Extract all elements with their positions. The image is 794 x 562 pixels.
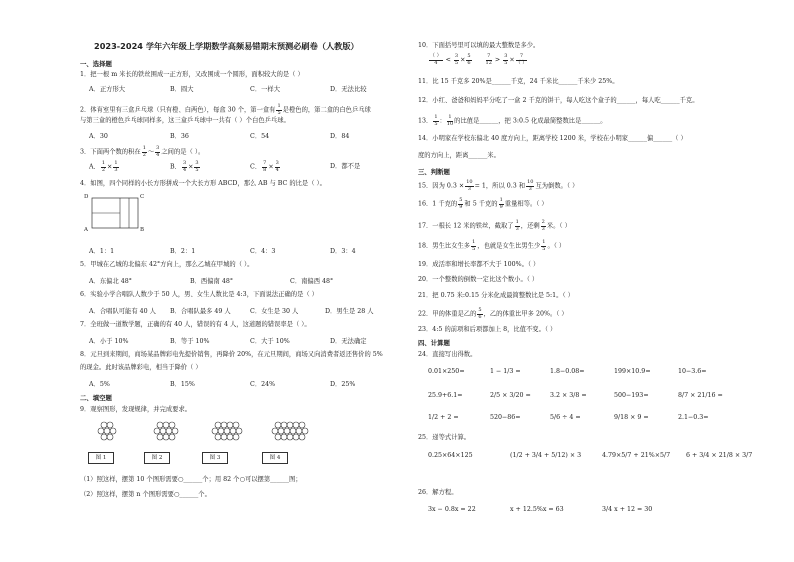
q4-option-b: B．2：1 [170,248,196,255]
q6-option-c: C．女生是 30 人 [250,308,299,315]
question-10: 10．下面括号里可以填的最大整数是多少。 [418,42,540,49]
q2-option-c: C．54 [250,133,270,140]
question-8-cont: 的现金。此时该品牌彩电，相当于降价（ ） [80,364,202,371]
q4-option-a: A．1：1 [89,248,115,255]
question-20: 20．一个整数的倒数一定比这个数小。（ ） [418,276,539,283]
question-3: 3．下面两个数的积在 $\frac{1}{2}$ ～ $\frac{3}{4}$ 之间的是（ ）。 [80,145,205,158]
fraction-1-5: $\frac{1}{5}$ [277,103,281,116]
question-26: 26．解方程。 [418,489,458,496]
q6-option-b: B．合唱队最多 49 人 [170,308,231,315]
calc-r1-c2: 1 − 1/3 = [490,368,521,375]
question-23: 23．4:5 的前项和后项都加上 8，比值不变。（ ） [418,326,557,333]
calc-r2-c5: 8/7 × 21/16 = [678,392,723,399]
rectangle-figure [86,195,156,235]
question-6: 6．实验小学合唱队人数少于 50 人，男、女生人数比是 4:3，下面说法正确的是（ ） [80,291,318,298]
section-fill: 二、填空题 [80,394,112,402]
equation-3: 3/4 x + 12 = 30 [602,506,653,513]
label-b: B [140,227,145,233]
question-25: 25．递等式计算。 [418,434,471,441]
question-9: 9．观察图形，发现规律，并完成要求。 [80,406,192,413]
q6-option-a: A．合唱队可能有 40 人 [89,308,156,315]
q1-option-d: D．无法比较 [330,86,367,93]
expr-1: 0.25×64×125 [428,452,473,459]
q7-option-a: A．小于 10% [89,338,129,345]
question-22: 22．甲的体重是乙的 $\frac{5}{6}$ ，乙的体重比甲多 20%。（ ） [418,307,568,320]
question-14-cont: 度的方向上，距离______米。 [418,152,500,159]
q3-option-d: D．都不是 [330,163,361,170]
label-c: C [140,194,145,200]
question-16: 16．1 千克的 $\frac{5}{9}$ 和 5 千克的 $\frac{1}{9}$ 重量相等。（ ） [418,197,548,210]
calc-r1-c1: 0.01×250= [428,368,465,375]
question-4: 4．如图，四个同样的小长方形拼成一个大长方形 ABCD，那么 AB 与 BC 的比是（ ）。 [80,180,326,187]
calc-r1-c5: 10−3.6= [678,368,707,375]
q1-option-c: C．一样大 [250,86,281,93]
q8-option-c: C．24% [250,381,276,388]
calc-r3-c1: 1/2 + 2 = [428,414,459,421]
calc-r2-c1: 25.9+6.1= [428,392,463,399]
q5-option-b: B．西偏南 48° [190,278,233,285]
q4-option-d: D．3：4 [330,248,356,255]
q8-option-a: A．5% [89,381,110,388]
question-17: 17．一根长 12 米的铁丝，截取了 $\frac{1}{3}$ ，还剩 $\frac{2}{3}$ 米。（ ） [418,219,571,232]
figure-1-label: 图 1 [88,452,114,464]
question-7: 7．全班做一道数学题，正确的有 40 人，错误的有 4 人，这道题的错误率是（ ）。 [80,321,311,328]
calc-r1-c3: 1.8−0.08= [550,368,585,375]
question-13: 13． $\frac{1}{5}$ ： $\frac{1}{10}$ 的比值是______，把 3:0.5 化成最简整数比是______。 [418,114,607,127]
calc-r2-c4: 500−193= [614,392,649,399]
q2-text-b: 是橙色的，第二盒的白色乒乓球 [282,106,371,114]
calc-r1-c4: 199×10.9= [614,368,651,375]
figure-2-label: 图 2 [144,452,170,464]
calc-r2-c3: 3.2 × 3/8 = [550,392,587,399]
figure-4-label: 图 4 [262,452,288,464]
question-5: 5．甲城在乙城的北偏东 42°方向上，那么乙城在甲城的（ ）。 [80,261,254,268]
question-2-cont: 与第三盒的橙色乒乓球同样多，这三盒乒乓球中一共有（ ）个白色乒乓球。 [80,117,290,124]
q5-option-c: C．南偏西 48° [290,278,334,285]
question-2 [80,104,371,116]
calc-r3-c3: 5/6 ÷ 4 = [550,414,581,421]
q3-text-a: 3．下面两个数的积在 [80,148,141,156]
section-calc: 四、计算题 [418,339,450,347]
label-a: A [84,227,88,233]
section-choice: 一、选择题 [80,60,112,68]
equation-2: x + 12.5%x = 63 [510,506,564,513]
q3-text-b: 之间的是（ ）。 [161,148,205,156]
q7-option-b: B．等于 10% [170,338,210,345]
expr-2: (1/2 + 3/4 + 5/12) × 3 [510,452,582,459]
figure-3-label: 图 3 [202,452,228,464]
calc-r2-c2: 2/5 × 3/20 = [490,392,531,399]
q6-option-d: D．男生是 28 人 [325,308,374,315]
question-12: 12．小红、爸爸和妈妈平分吃了一盒 2 千克的饼干，每人吃这个盒子的______，每人吃______千克。 [418,97,699,104]
calc-r3-c2: 520−86= [490,414,521,421]
q3-option-a: A． $\frac{1}{2}$ × $\frac{1}{3}$ [89,160,118,173]
question-9-part-2: （2）照这样，摆第 n 个图形需要○______个。 [80,491,211,498]
q2-option-b: B．36 [170,133,189,140]
question-21: 21．把 0.75 米:0.15 分米化成最简整数比是 5:1。（ ） [418,292,574,299]
q3-option-b: B． $\frac{3}{4}$ × $\frac{3}{5}$ [170,160,199,173]
fraction-3-4: $\frac{3}{4}$ [156,145,160,158]
q8-option-d: D．25% [330,381,356,388]
q4-option-c: C．4：3 [250,248,276,255]
question-9-part-1: （1）照这样，摆第 10 个图形需要○______个；用 82 个○可以摆第______图； [80,476,302,483]
q2-option-a: A．30 [89,133,108,140]
question-15: 15．因为 0.3 × $\frac{10}{3}$ = 1，所以 0.3 和 $\frac{10}{3}$ 互为倒数。（ ） [418,179,579,192]
question-11: 11．比 15 千克多 20%是______千克，24 千米比______千米少 25%。 [418,78,619,85]
exam-title: 2023-2024 学年六年级上学期数学高频易错期末预测必刷卷（人教版） [94,41,359,51]
circle-patterns [90,417,350,449]
q1-option-b: B．圆大 [170,86,194,93]
calc-r3-c5: 2.1−0.3= [678,414,709,421]
section-judge: 三、判断题 [418,168,450,176]
question-1: 1．把一根 m 米长的铁丝围成一正方形，又改围成一个圆形，面积较大的是（ ） [80,71,304,78]
question-14: 14．小明家在学校东偏北 40 度方向上，距离学校 1200 米，学校在小明家______偏______（ ） [418,135,687,142]
expr-4: 6 + 3/4 × 21/8 × 3/7 [686,452,753,459]
q3-option-c: C． $\frac{7}{8}$ × $\frac{3}{4}$ [250,160,279,173]
q1-option-a: A．正方形大 [89,86,126,93]
question-24: 24．直接写出得数。 [418,351,477,358]
q7-option-c: C．大于 10% [250,338,290,345]
equation-1: 3x − 0.8x = 22 [428,506,476,513]
question-19: 19．成活率和增长率都不大于 100%。（ ） [418,261,540,268]
q2-text-a: 2．体育室里有三盒乒乓球（只有橙、白两色），每盒 30 个，第一盒有 [80,106,276,114]
q5-option-a: A．东偏北 48° [89,278,132,285]
fraction-1-2: $\frac{1}{2}$ [142,145,146,158]
q2-option-d: D．84 [330,133,350,140]
q8-option-b: B．15% [170,381,195,388]
question-18: 18．男生比女生多 $\frac{1}{5}$ ，也就是女生比男生少 $\frac{1}{5}$ 。（ ） [418,239,566,252]
expr-3: 4.79×5/7 + 21%×5/7 [602,452,671,459]
q10-expression: $\frac{( )}{4}$ < $\frac{3}{5}$ × $\frac{5}{6}$ $\frac{7}{12}$ > $\frac{3}{5}$ × $\frac{7}{( )}$ [430,53,528,66]
question-8: 8．元旦到来期间，商场某品牌彩电先提价销售，再降价 20%，在元旦期间，商场又向消费者返还售价的 5% [80,351,383,358]
q7-option-d: D．无法确定 [330,338,367,345]
calc-r3-c4: 9/18 × 9 = [614,414,649,421]
label-d: D [84,194,89,200]
